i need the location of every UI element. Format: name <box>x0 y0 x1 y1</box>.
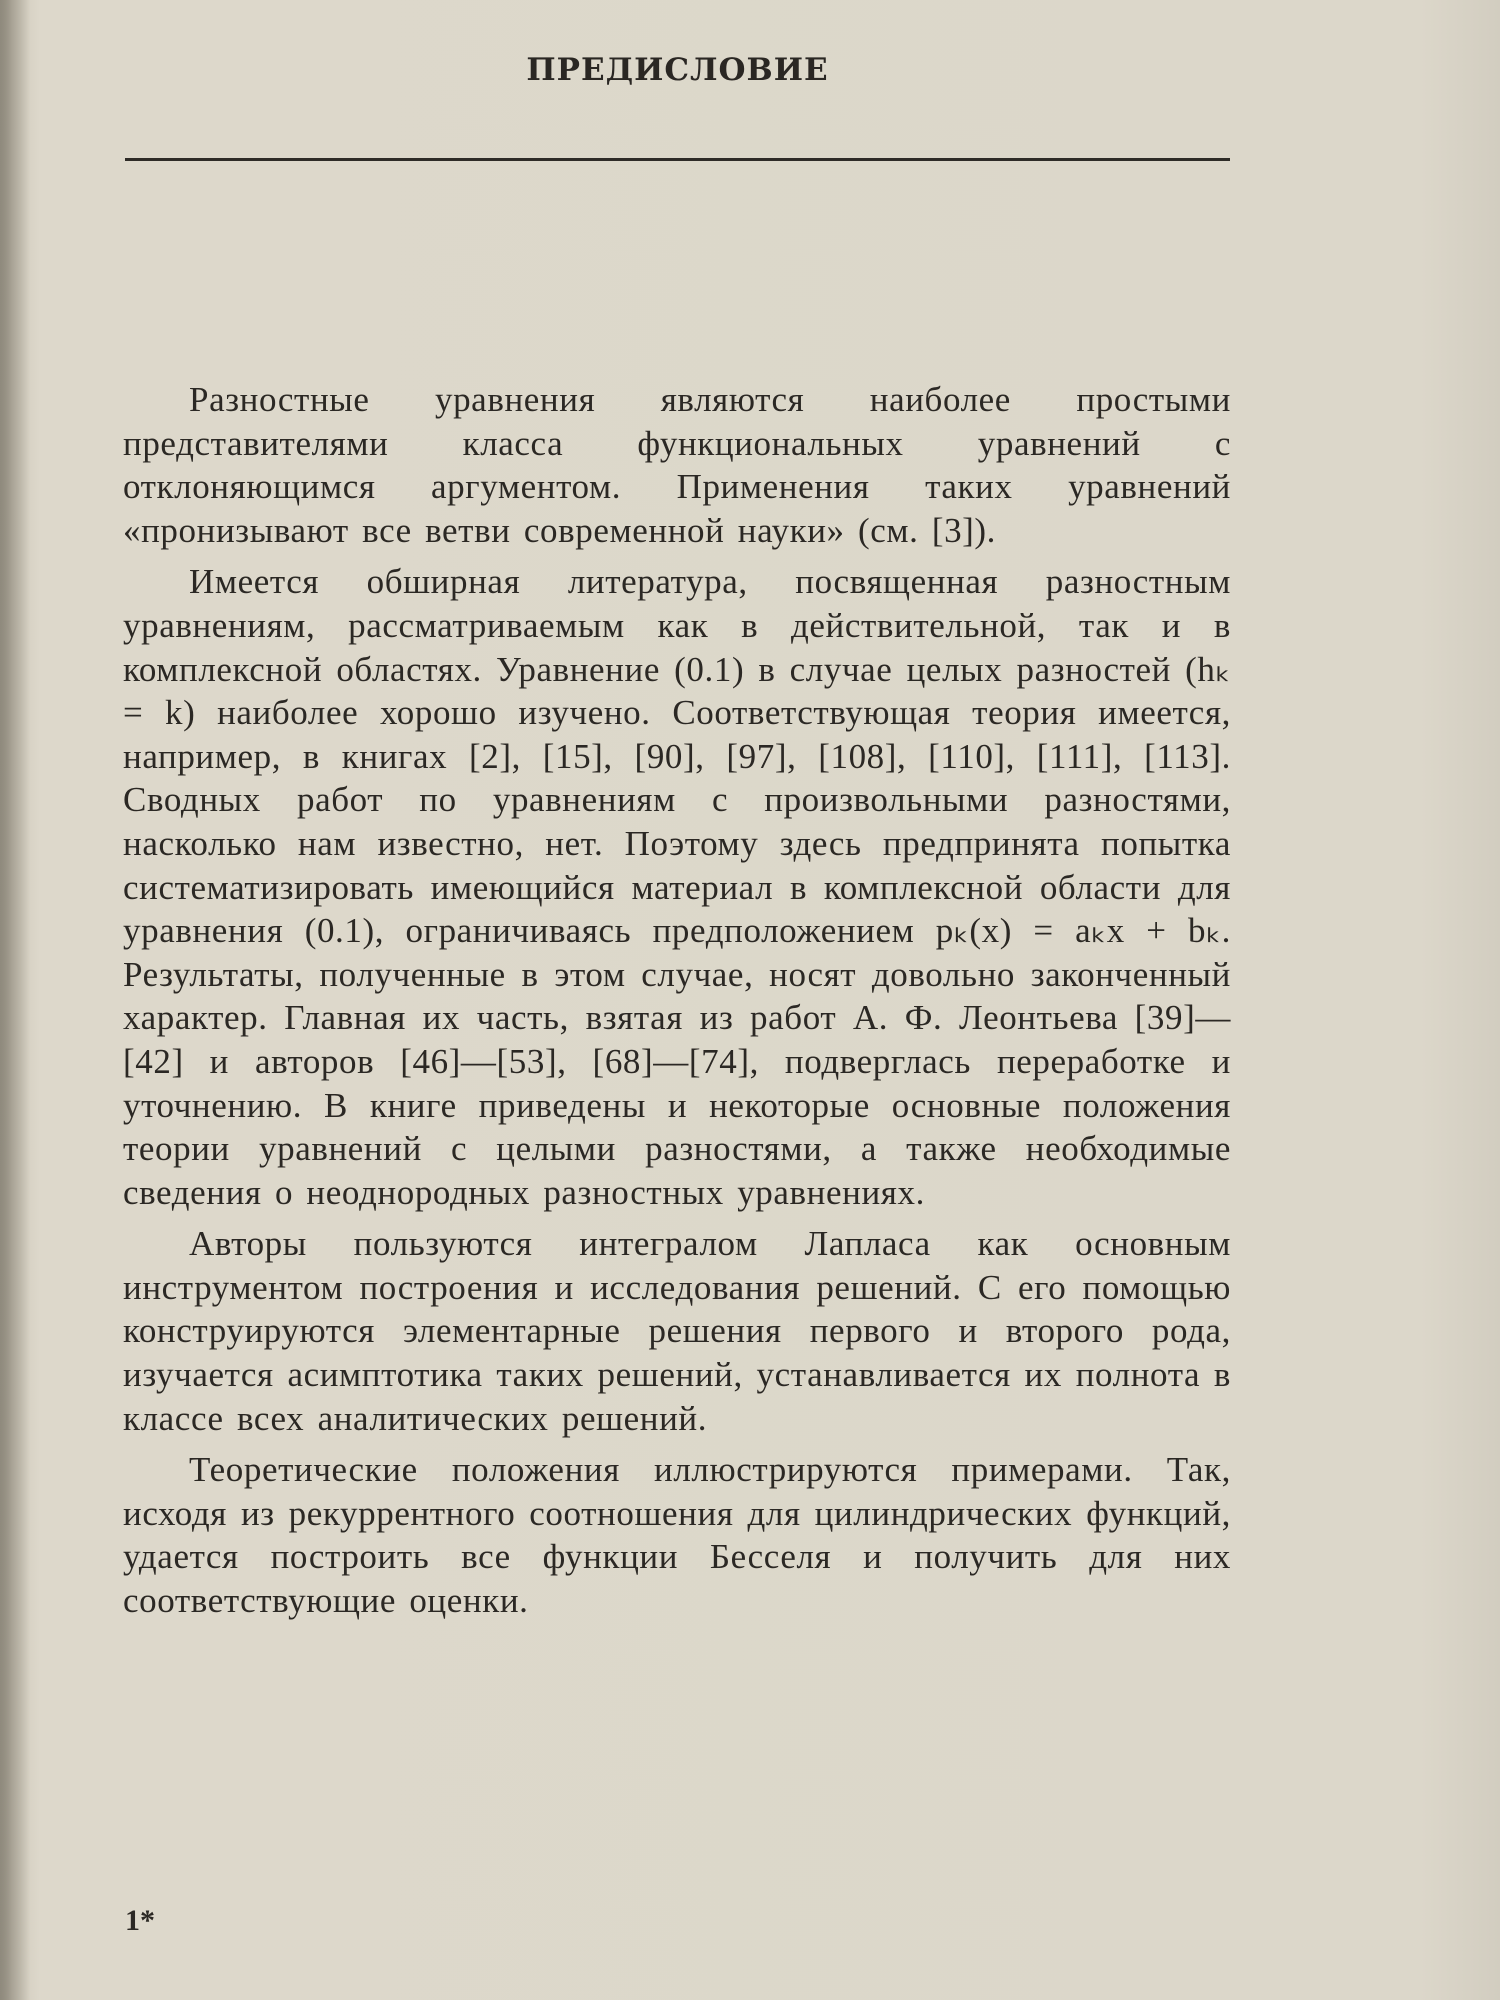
chapter-title: ПРЕДИСЛОВИЕ <box>526 52 829 88</box>
paragraph-3: Авторы пользуются интегралом Лапласа как основным инструментом построения и исследования решений. С его помощью конструируются элементарные решения первого и второго рода, изучается асимптотика таких решений, устанавливается их полнота в классе всех аналитических решений. <box>123 1224 1231 1438</box>
page-signature-mark: 1* <box>125 1904 155 1937</box>
body-text <box>123 378 1231 1631</box>
binding-shadow <box>0 0 30 2000</box>
paragraph-4: Теоретические положения иллюстрируются примерами. Так, исходя из рекуррентного соотношения для цилиндрических функций, удается построить все функции Бесселя и получить для них соответствующие оценки. <box>123 1450 1231 1621</box>
paragraph-1: Разностные уравнения являются наиболее простыми представителями класса функциональных уравнений с отклоняющимся аргументом. Применения таких уравнений «пронизывают все ветви современной науки» (см. [3]). <box>123 380 1231 550</box>
paragraph-2: Имеется обширная литература, посвященная разностным уравнениям, рассматриваемым как в действительной, так и в комплексной областях. Уравнение (0.1) в случае целых разностей (hₖ = k) наиболее хорошо изучено. Соответствующая теория имеется, например, в книгах [2], [15], [90], [97], [108], [110], [111], [113]. Сводных работ по уравнениям с произвольными разностями, насколько нам известно, нет. Поэтому здесь предпринята попытка систематизировать имеющийся материал в комплексной области для уравнения (0.1), ограничиваясь предположением pₖ(x) = aₖx + bₖ. Результаты, полученные в этом случае, носят довольно законченный характер. Главная их часть, взятая из работ А. Ф. Леонтьева [39]—[42] и авторов [46]—[53], [68]—[74], подверглась переработке и уточнению. В книге приведены и некоторые основные положения теории уравнений с целыми разностями, а также необходимые сведения о неоднородных разностных уравнениях. <box>123 562 1231 1212</box>
title-rule <box>125 158 1230 161</box>
